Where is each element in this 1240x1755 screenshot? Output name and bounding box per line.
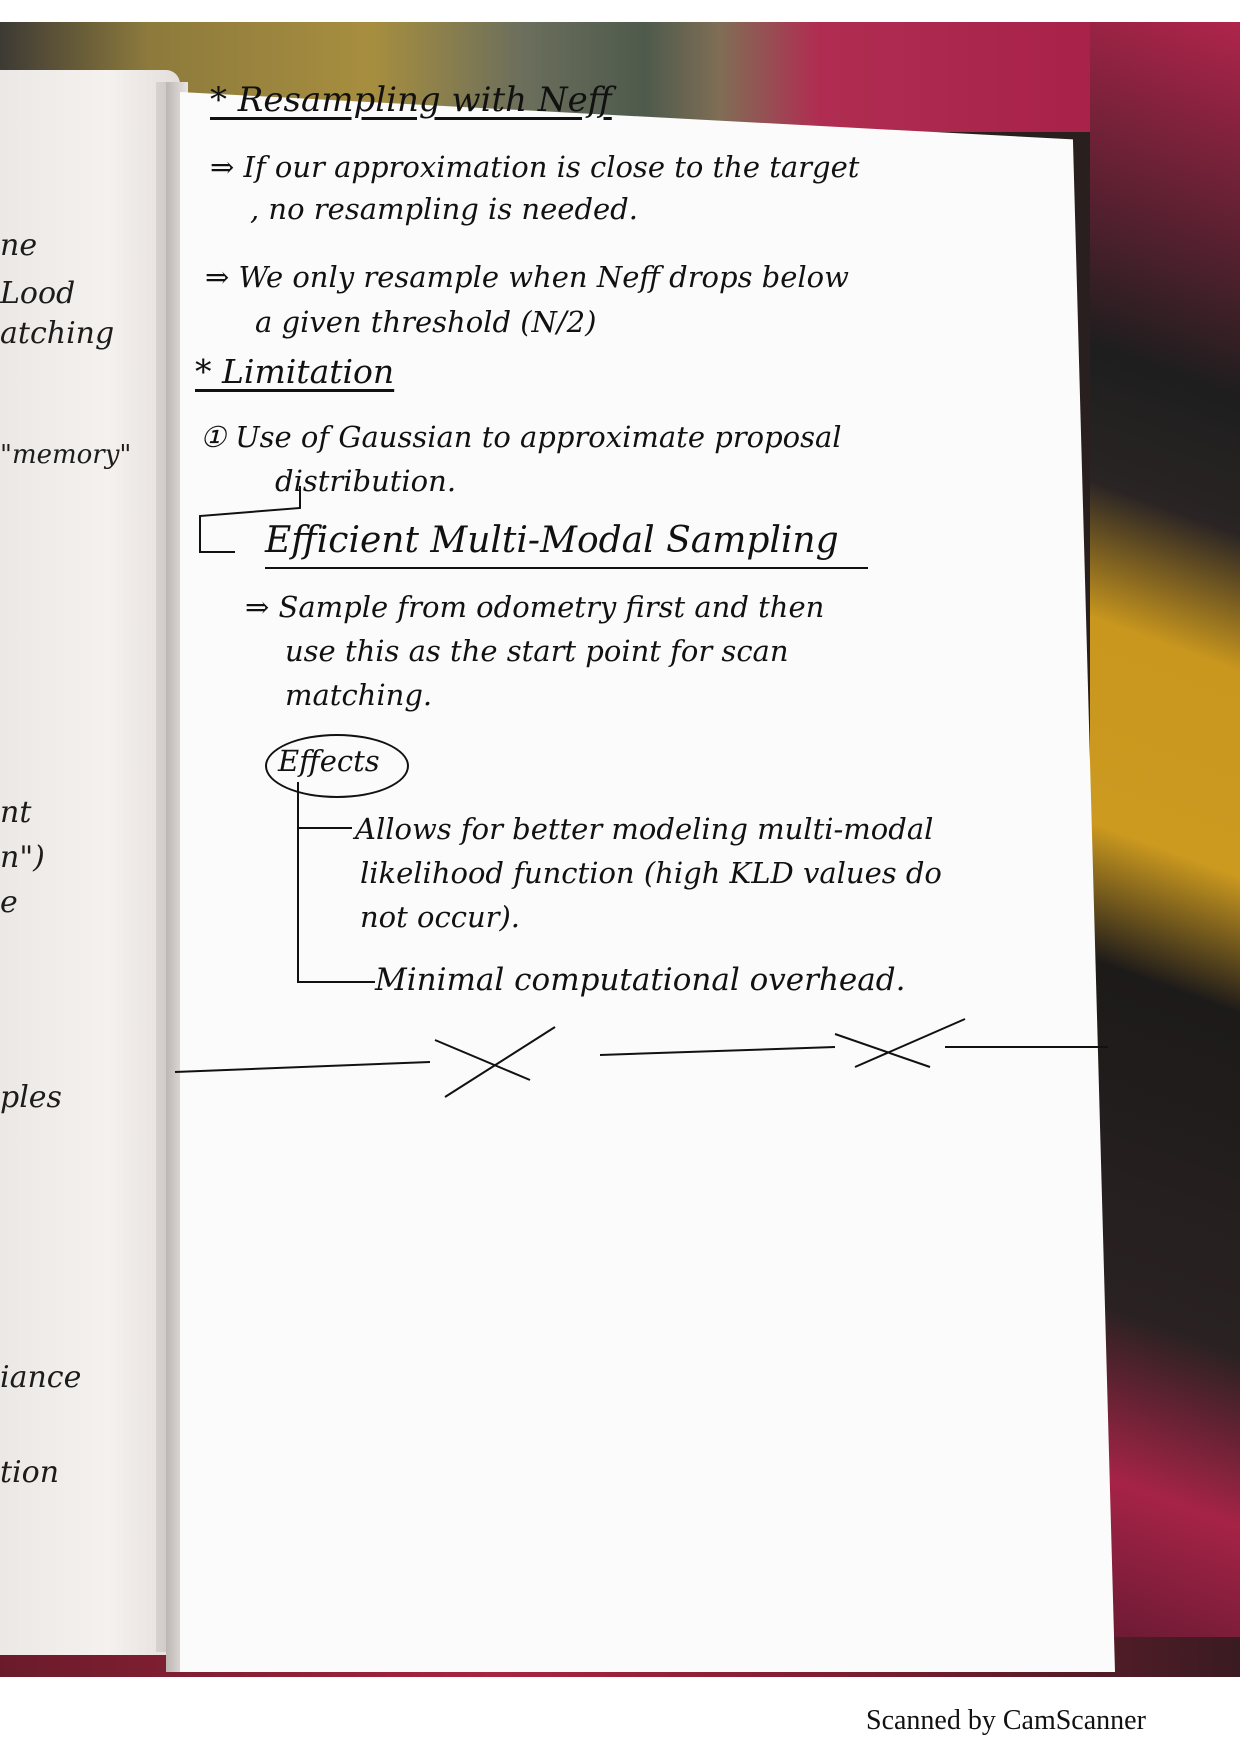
left-fragment: ne (0, 228, 38, 263)
solution-line-3: matching. (285, 678, 433, 712)
left-fragment: n") (0, 840, 45, 875)
effect-1-line-3: not occur). (360, 900, 521, 934)
scanner-watermark: Scanned by CamScanner (866, 1705, 1146, 1736)
end-divider-segment (600, 1047, 835, 1055)
left-fragment: nt (0, 795, 32, 830)
limitation-1-line-2: distribution. (275, 464, 457, 498)
left-fragment: tion (0, 1455, 60, 1490)
left-fragment: ples (0, 1080, 62, 1115)
limitation-1-line-1: ① Use of Gaussian to approximate proposal (200, 420, 842, 454)
end-divider-cross (835, 1034, 930, 1067)
resampling-point-2-line-2: a given threshold (N/2) (255, 305, 597, 339)
solution-line-1: ⇒ Sample from odometry first and then (245, 590, 825, 624)
left-fragment: iance (0, 1360, 82, 1395)
left-fragment: e (0, 885, 18, 920)
left-fragment: Lood (0, 276, 76, 311)
solution-title: Efficient Multi-Modal Sampling (265, 520, 839, 561)
effect-1-line-1: Allows for better modeling multi-modal (355, 812, 934, 846)
effects-label: Effects (278, 744, 380, 778)
heading-limitation: * Limitation (195, 352, 395, 391)
heading-resampling: * Resampling with Neff (210, 80, 612, 120)
resampling-point-1-line-1: ⇒ If our approximation is close to the target (210, 150, 860, 184)
effect-1-line-2: likelihood function (high KLD values do (360, 856, 942, 890)
end-divider-cross (445, 1027, 555, 1097)
solution-line-2: use this as the start point for scan (285, 634, 789, 668)
end-divider-segment (175, 1062, 430, 1072)
left-fragment: "memory" (0, 440, 132, 470)
scanned-photo (0, 22, 1240, 1677)
effect-2: Minimal computational overhead. (375, 962, 906, 998)
left-fragment: atching (0, 316, 115, 351)
resampling-point-2-line-1: ⇒ We only resample when Neff drops below (205, 260, 849, 294)
handwritten-lines (0, 22, 1240, 1677)
resampling-point-1-line-2: , no resampling is needed. (250, 192, 638, 226)
